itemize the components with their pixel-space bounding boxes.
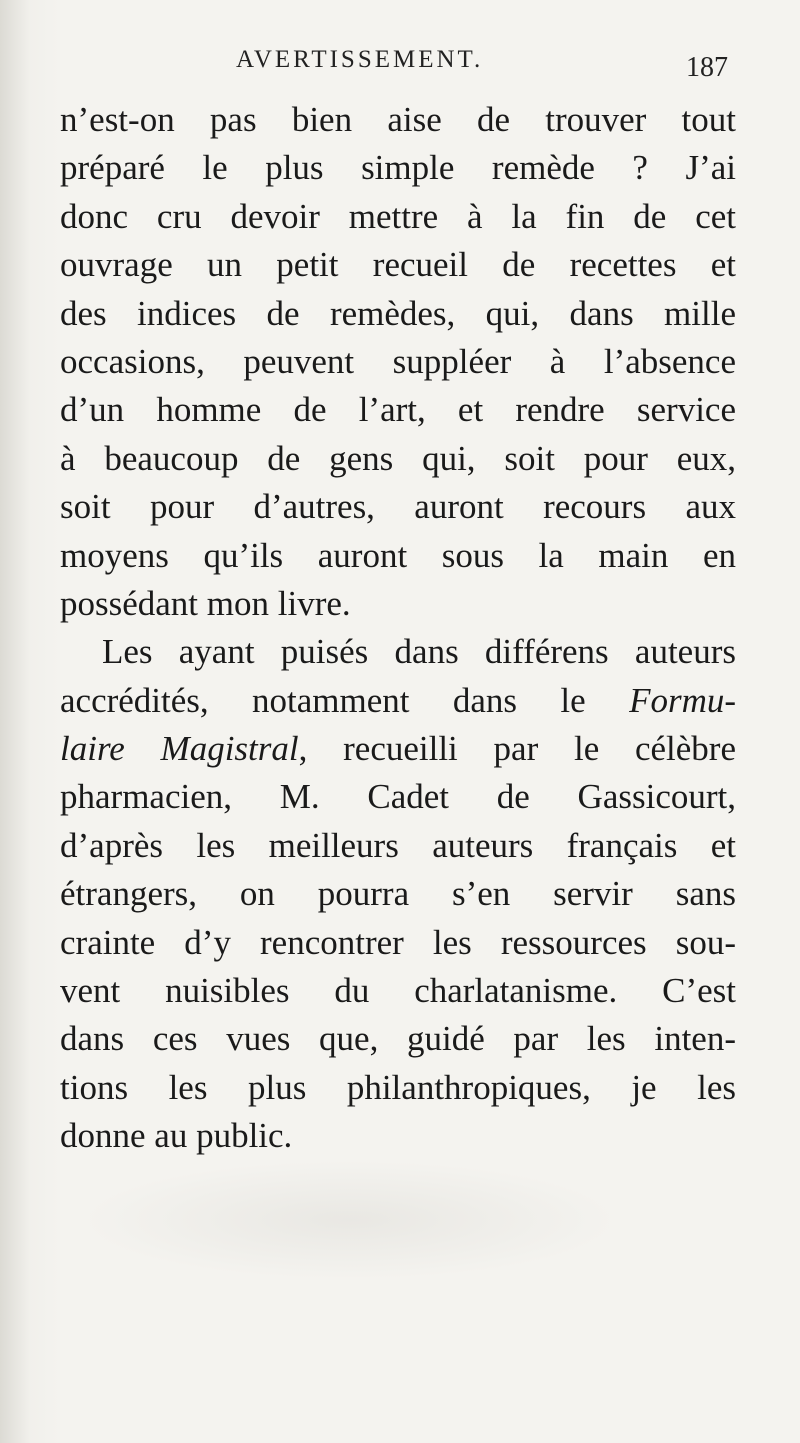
text-line: vent nuisibles du charlatanisme. C’est <box>60 971 736 1011</box>
text-line: n’est-on pas bien aise de trouver tout <box>60 100 736 139</box>
body-text <box>60 96 736 1161</box>
text-line: ouvrage un petit recueil de recettes et <box>60 245 736 285</box>
text-line: donne au public. <box>60 1116 293 1156</box>
text-line: crainte d’y rencontrer les ressources sou- <box>60 922 736 962</box>
paragraph-2 <box>60 628 736 1160</box>
paragraph-1 <box>60 96 736 628</box>
text-line: Les ayant puisés dans différens auteurs <box>102 632 736 672</box>
text-line-with-italic <box>60 677 736 725</box>
text-line: moyens qu’ils auront sous la main en <box>60 535 736 575</box>
text-span: accrédités, notamment dans le <box>60 680 630 720</box>
italic-title-span: Formu- <box>629 680 736 720</box>
text-line: donc cru devoir mettre à la fin de cet <box>60 196 736 236</box>
text-line: possédant mon livre. <box>60 583 351 623</box>
text-line-with-italic <box>60 725 736 773</box>
running-title: AVERTISSEMENT. <box>236 46 484 73</box>
text-line: d’un homme de l’art, et rendre service <box>60 390 736 430</box>
text-line: soit pour d’autres, auront recours aux <box>60 487 736 527</box>
text-span: , recueilli par le célèbre <box>298 729 736 769</box>
text-line: préparé le plus simple remède ? J’ai <box>60 148 736 188</box>
italic-title-span: laire Magistral <box>60 729 299 769</box>
show-through-smudge <box>80 1160 620 1280</box>
text-line: dans ces vues que, guidé par les inten- <box>60 1019 736 1059</box>
text-line: d’après les meilleurs auteurs français et <box>60 825 736 865</box>
text-line: à beaucoup de gens qui, soit pour eux, <box>60 438 736 478</box>
text-line: pharmacien, M. Cadet de Gassicourt, <box>60 777 736 817</box>
text-line: des indices de remèdes, qui, dans mille <box>60 293 736 333</box>
text-line: tions les plus philanthropiques, je les <box>60 1067 736 1107</box>
text-line: occasions, peuvent suppléer à l’absence <box>60 341 736 381</box>
page-number: 187 <box>686 52 728 83</box>
text-line: étrangers, on pourra s’en servir sans <box>60 874 736 914</box>
